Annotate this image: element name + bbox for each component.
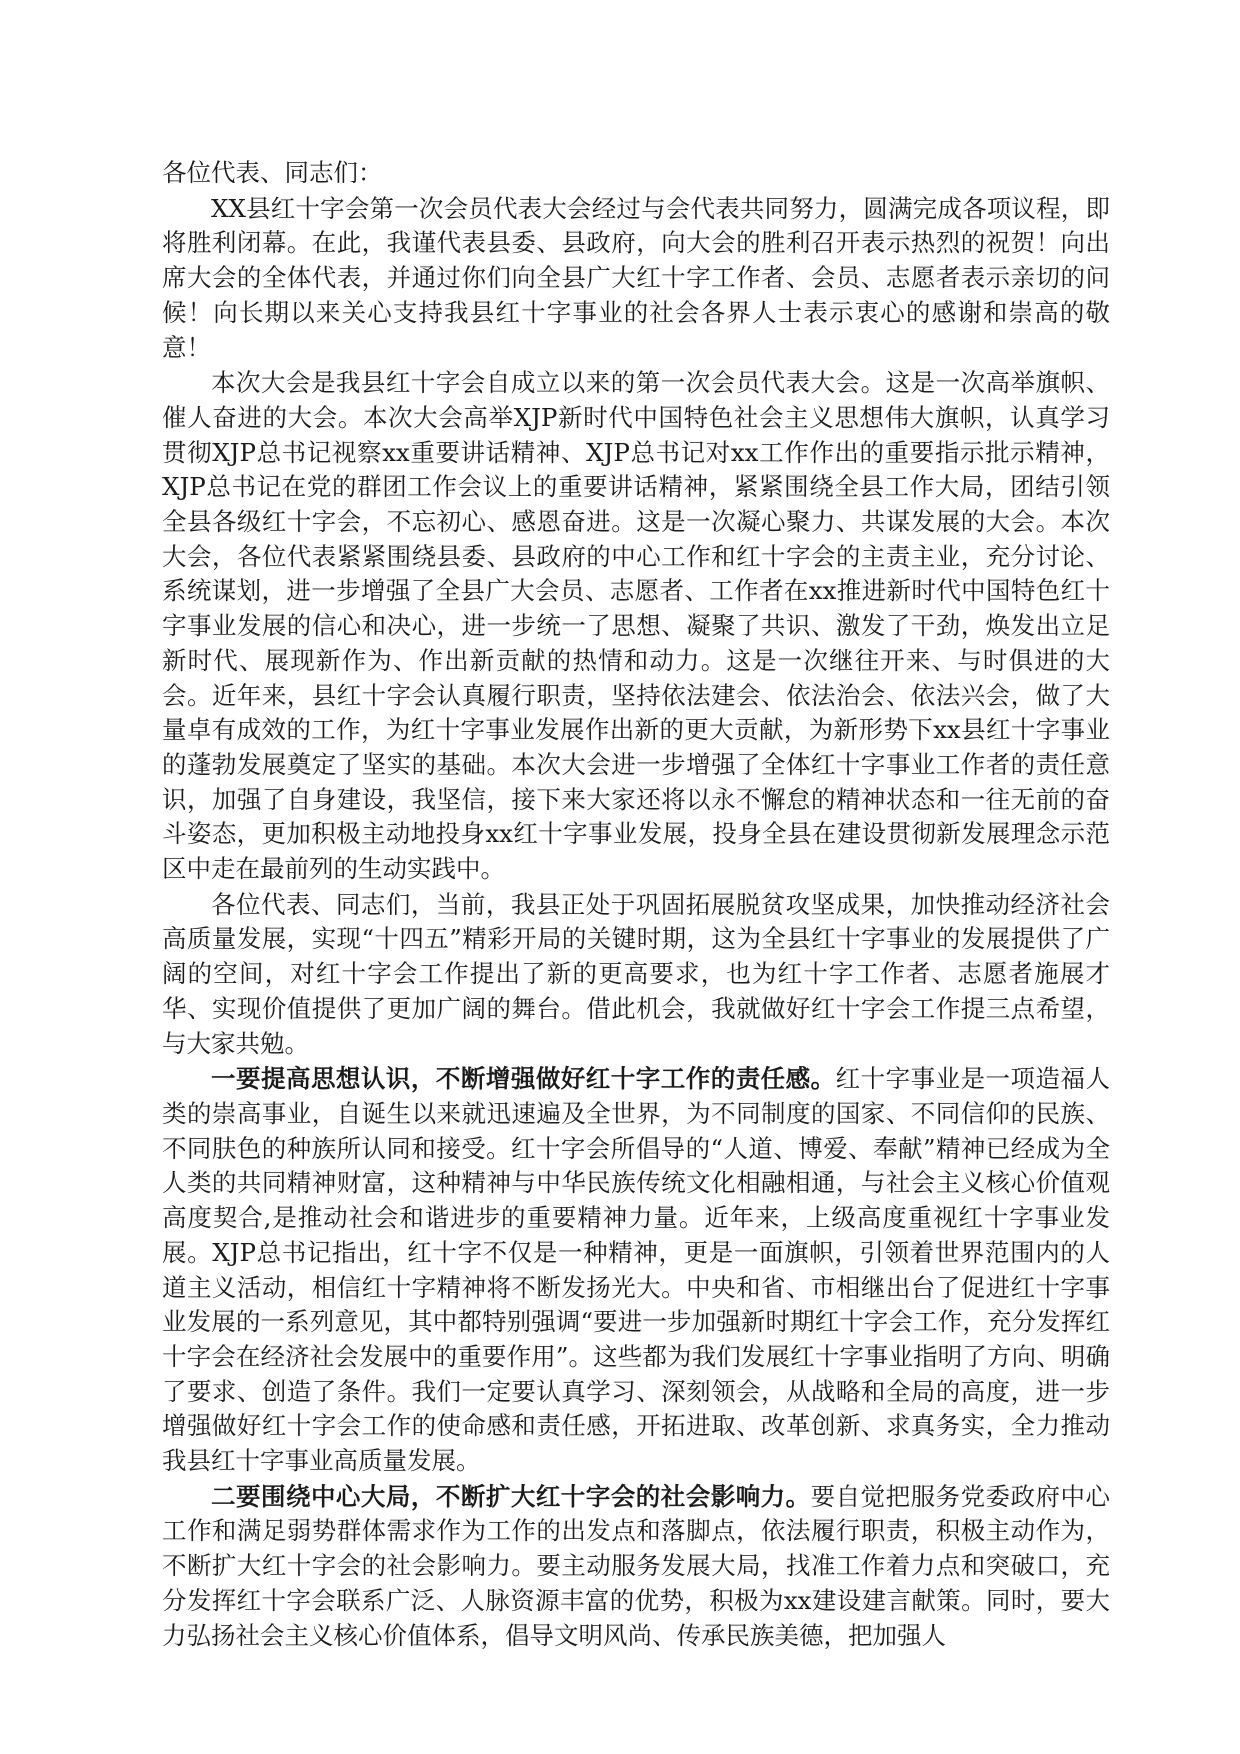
paragraph-text: 红十字事业是一项造福人类的崇高事业，自诞生以来就迅速遍及全世界，为不同制度的国家、不同信仰的民族、不同肤色的种族所认同和接受。红十字会所倡导的“人道、博爱、奉献”精神已经成为全人类的共同精神财富，这种精神与中华民族传统文化相融相通，与社会主义核心价值观高度契合,是推动社会和谐进步的重要精神力量。近年来，上级高度重视红十字事业发展。XJP总书记指出，红十字不仅是一种精神，更是一面旗帜，引领着世界范围内的人道主义活动，相信红十字精神将不断发扬光大。中央和省、市相继出台了促进红十字事业发展的一系列意见，其中都特别强调“要进一步加强新时期红十字会工作，充分发挥红十字会在经济社会发展中的重要作用”。这些都为我们发展红十字事业指明了方向、明确了要求、创造了条件。我们一定要认真学习、深刻领会，从战略和全局的高度，进一步增强做好红十字会工作的使命感和责任感，开拓进取、改革创新、求真务实，全力推动我县红十字事业高质量发展。 [162, 1064, 1110, 1476]
document-page [162, 156, 1110, 1716]
paragraph-text: 要自觉把服务党委政府中心工作和满足弱势群体需求作为工作的出发点和落脚点，依法履行职责，积极主动作为，不断扩大红十字会的社会影响力。要主动服务发展大局，找准工作着力点和突破口，充分发挥红十字会联系广泛、人脉资源丰富的优势，积极为xx建设建言献策。同时，要大力弘扬社会主义核心价值体系，倡导文明风尚、传承民族美德，把加强人 [162, 1481, 1110, 1650]
paragraph-text: XX县红十字会第一次会员代表大会经过与会代表共同努力，圆满完成各项议程，即将胜利闭幕。在此，我谨代表县委、县政府，向大会的胜利召开表示热烈的祝贺！向出席大会的全体代表，并通过你们向全县广大红十字工作者、会员、志愿者表示亲切的问候！向长期以来关心支持我县红十字事业的社会各界人士表示衷心的感谢和崇高的敬意！ [162, 193, 1110, 362]
paragraph-lead-heading: 一要提高思想认识，不断增强做好红十字工作的责任感。 [211, 1064, 836, 1094]
paragraph-current-situation [162, 888, 1110, 1062]
paragraph-meeting-significance [162, 366, 1110, 887]
paragraph-hope-one [162, 1062, 1110, 1478]
salutation: 各位代表、同志们： [162, 158, 383, 187]
paragraph-text: 本次大会是我县红十字会自成立以来的第一次会员代表大会。这是一次高举旗帜、催人奋进的大会。本次大会高举XJP新时代中国特色社会主义思想伟大旗帜，认真学习贯彻XJP总书记视察xx重要讲话精神、XJP总书记对xx工作作出的重要指示批示精神，XJP总书记在党的群团工作会议上的重要讲话精神，紧紧围绕全县工作大局，团结引领全县各级红十字会，不忘初心、感恩奋进。这是一次凝心聚力、共谋发展的大会。本次大会，各位代表紧紧围绕县委、县政府的中心工作和红十字会的主责主业，充分讨论、系统谋划，进一步增强了全县广大会员、志愿者、工作者在xx推进新时代中国特色红十字事业发展的信心和决心，进一步统一了思想、凝聚了共识、激发了干劲，焕发出立足新时代、展现新作为、作出新贡献的热情和动力。这是一次继往开来、与时俱进的大会。近年来，县红十字会认真履行职责，坚持依法建会、依法治会、依法兴会，做了大量卓有成效的工作，为红十字事业发展作出新的更大贡献，为新形势下xx县红十字事业的蓬勃发展奠定了坚实的基础。本次大会进一步增强了全体红十字事业工作者的责任意识，加强了自身建设，我坚信，接下来大家还将以永不懈怠的精神状态和一往无前的奋斗姿态，更加积极主动地投身xx红十字事业发展，投身全县在建设贯彻新发展理念示范区中走在最前列的生动实践中。 [162, 368, 1110, 884]
paragraph-text: 各位代表、同志们，当前，我县正处于巩固拓展脱贫攻坚成果，加快推动经济社会高质量发展，实现“十四五”精彩开局的关键时期，这为全县红十字事业的发展提供了广阔的空间，对红十字会工作提出了新的更高要求，也为红十字工作者、志愿者施展才华、实现价值提供了更加广阔的舞台。借此机会，我就做好红十字会工作提三点希望，与大家共勉。 [162, 889, 1110, 1058]
paragraph-hope-two [162, 1480, 1110, 1654]
paragraph-lead-heading: 二要围绕中心大局，不断扩大红十字会的社会影响力。 [211, 1481, 811, 1511]
paragraph-closing-congratulations [162, 192, 1110, 366]
